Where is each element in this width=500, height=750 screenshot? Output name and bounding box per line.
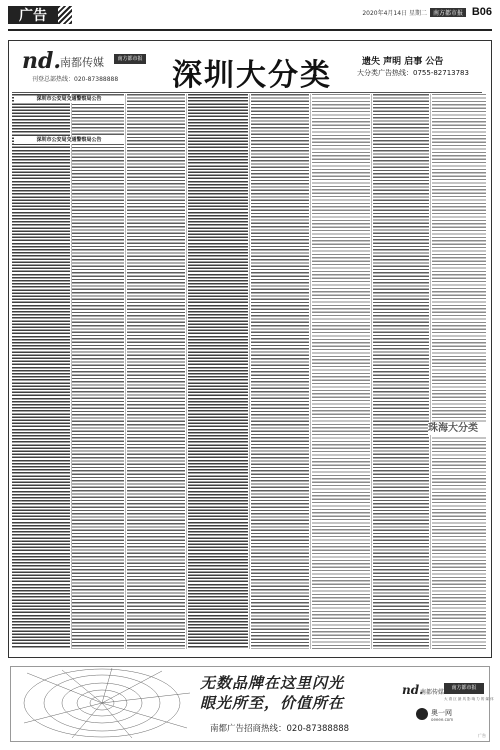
column-divider [71, 94, 72, 649]
date-text: 2020年4月14日 星期二 [362, 10, 427, 17]
oeeee-domain: oeeee.com [431, 717, 454, 722]
spiderweb-graphic [22, 668, 192, 738]
ad-brand-badge: 南方都市报 [444, 683, 484, 694]
column-text-texture [432, 94, 486, 649]
nd-logo-icon: nd. [22, 48, 62, 74]
classified-column-4 [188, 94, 248, 649]
brand-badge: 南方都市报 [114, 54, 146, 64]
column-text-texture [251, 94, 309, 649]
column-text-texture [72, 94, 124, 649]
notice-heading-2: 深圳市公安局交通警察局公告 [14, 137, 124, 144]
nd-logo-icon: nd. [402, 683, 424, 697]
ad-slogan-line-2: 眼光所至，价值所在 [200, 694, 345, 712]
oeeee-logo-icon [416, 708, 428, 720]
brand-hotline: 刊登总部热线：020-87388888 [32, 76, 119, 83]
classified-column-3 [127, 94, 185, 649]
page-number: B06 [471, 6, 492, 18]
ad-hotline-text: 南都广告招商热线：020-87388888 [210, 724, 350, 734]
page-header [0, 0, 500, 28]
ad-label: 广告 [478, 733, 486, 738]
column-text-texture [188, 94, 248, 649]
classified-column-8 [432, 94, 486, 649]
column-divider [371, 94, 372, 649]
classified-column-7 [373, 94, 429, 649]
masthead-title: 深圳大分类 [172, 59, 332, 92]
column-divider [310, 94, 311, 649]
column-text-texture [127, 94, 185, 649]
masthead [22, 48, 482, 92]
column-divider [249, 94, 250, 649]
classified-column-2 [72, 94, 124, 649]
ad-brand-name: 南都传媒 [420, 689, 445, 696]
ad-slogan-line-1: 无数品牌在这里闪光 [200, 674, 345, 692]
column-text-texture [312, 94, 370, 649]
column-divider [186, 94, 187, 649]
column-text-texture [12, 94, 70, 649]
newspaper-name: 南方都市报 [430, 8, 466, 17]
classified-column-6 [312, 94, 370, 649]
notice-heading-1: 深圳市公安局交通警察局公告 [14, 96, 124, 103]
column-text-texture [373, 94, 429, 649]
brand-name: 南都传媒 [60, 56, 104, 69]
column-divider [430, 94, 431, 649]
header-rule [8, 29, 492, 31]
classified-column-1 [12, 94, 70, 649]
column-divider [125, 94, 126, 649]
ad-hotline: 大分类广告热线：0755-82713783 [357, 69, 469, 77]
masthead-rule [12, 92, 482, 93]
ad-brand-tagline: 大 湾 区 最 具 影 响 力 的 媒 体 [444, 697, 494, 701]
notice-types: 遗失 声明 启事 公告 [362, 57, 444, 67]
classified-column-5 [251, 94, 309, 649]
section-tag-stripe [58, 6, 72, 24]
oeeee-brand: 奥一网 [431, 709, 452, 717]
dateline [362, 8, 466, 17]
regional-section-heading: 珠海大分类 [428, 423, 488, 435]
section-tag: 广告 [8, 6, 58, 24]
